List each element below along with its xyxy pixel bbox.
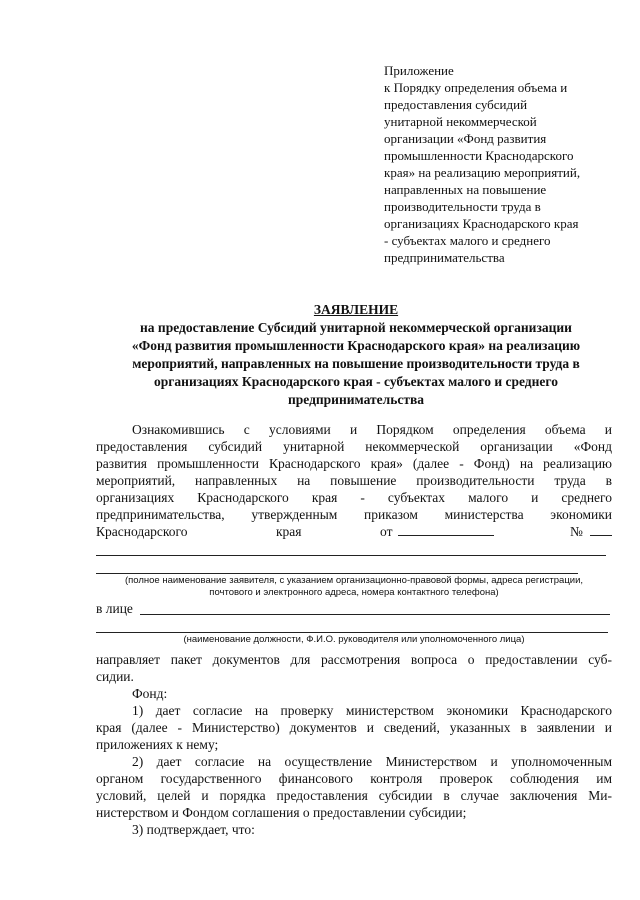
intro-paragraph (96, 421, 612, 540)
intro-last-line (96, 523, 612, 540)
appendix-header (384, 62, 624, 266)
sends-line: направляет пакет документов для рассмотрения вопроса о предоставлении суб- (96, 652, 612, 667)
item-1-line: 1) дает согласие на проверку министерством экономики Краснодарского (132, 703, 612, 718)
appendix-line: предпринимательства (384, 250, 505, 265)
applicant-note-line: (полное наименование заявителя, с указанием организационно-правовой формы, адреса регистрации, (124, 575, 584, 586)
item-2-line: нистерством и Фондом соглашения о предоставлении субсидии; (96, 805, 467, 820)
title-line: «Фонд развития промышленности Краснодарского края» на реализацию (131, 338, 581, 353)
document-title (96, 301, 616, 409)
region-word: Краснодарского (96, 524, 188, 539)
person-label: в лице (96, 601, 133, 616)
appendix-line: к Порядку определения объема и (384, 80, 568, 95)
appendix-line: предоставления субсидий (384, 97, 528, 112)
appendix-line: направленных на повышение (384, 182, 547, 197)
appendix-line: Приложение (384, 63, 454, 78)
item-3: 3) подтверждает, что: (132, 822, 255, 837)
item-2 (96, 753, 612, 821)
applicant-note (96, 575, 612, 599)
sends-paragraph (96, 651, 612, 685)
applicant-name-line-1[interactable] (96, 555, 606, 556)
date-field[interactable] (398, 523, 494, 536)
date-label: от (380, 524, 393, 539)
title-line: на предоставление Субсидий унитарной некоммерческой организации (140, 320, 572, 335)
appendix-line: производительности труда в (384, 199, 541, 214)
region-word-2: края (276, 524, 302, 539)
intro-line: мероприятий, направленных на повышение производительности труда в (96, 473, 612, 488)
person-line-1[interactable] (140, 614, 610, 615)
item-2-line: условий, целей и порядка предоставления субсидии в случае заключения Ми- (96, 788, 612, 803)
sends-line: сидии. (96, 669, 134, 684)
intro-line: предоставления субсидий унитарной некоммерческой организации «Фонд (96, 439, 612, 454)
appendix-line: организации «Фонд развития (384, 131, 547, 146)
intro-line: развития промышленности Краснодарского края» (далее - Фонд) на реализацию (96, 456, 612, 471)
title-heading: ЗАЯВЛЕНИЕ (313, 302, 399, 317)
number-field[interactable] (590, 523, 612, 536)
person-note: (наименование должности, Ф.И.О. руководителя или уполномоченного лица) (183, 634, 525, 645)
item-2-line: органом государственного финансового контроля проверок соблюдения им (96, 771, 612, 786)
intro-line: предпринимательства, утвержденным приказом министерства экономики (96, 507, 612, 522)
item-1-line: края (далее - Министерство) документов и сведений, указанных в заявлении и (96, 720, 612, 735)
appendix-line: унитарной некоммерческой (384, 114, 537, 129)
applicant-name-line-2[interactable] (96, 573, 578, 574)
person-line-2[interactable] (96, 632, 608, 633)
title-line: предпринимательства (287, 392, 425, 407)
appendix-line: - субъектах малого и среднего (384, 233, 551, 248)
item-1 (96, 702, 612, 753)
title-line: мероприятий, направленных на повышение производительности труда в (132, 356, 580, 371)
number-label: № (570, 524, 583, 539)
applicant-note-line: почтового и электронного адреса, номера контактного телефона) (209, 587, 499, 598)
item-1-line: приложениях к нему; (96, 737, 219, 752)
appendix-line: организациях Краснодарского края (384, 216, 579, 231)
appendix-line: промышленности Краснодарского (384, 148, 574, 163)
item-2-line: 2) дает согласие на осуществление Министерством и уполномоченным (132, 754, 612, 769)
intro-line: организациях Краснодарского края - субъектах малого и среднего (96, 490, 612, 505)
intro-line: Ознакомившись с условиями и Порядком определения объема и (132, 422, 612, 437)
title-line: организациях Краснодарского края - субъектах малого и среднего (154, 374, 558, 389)
appendix-line: края» на реализацию мероприятий, (384, 165, 581, 180)
fund-label: Фонд: (132, 686, 168, 701)
